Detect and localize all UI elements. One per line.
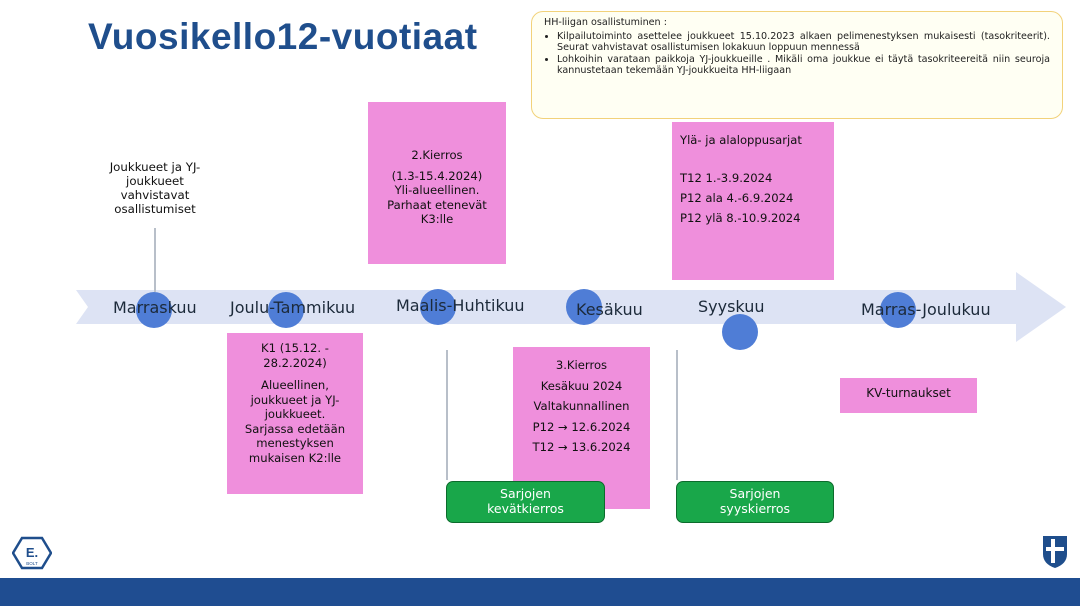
box-sarjojen-syyskierros [676,481,834,523]
box-line: Ylä- ja alaloppusarjat [680,133,802,147]
box-line: Parhaat etenevät [387,197,487,212]
box-line: P12 ala 4.-6.9.2024 [680,191,794,205]
note-line: vahvistavat [120,188,190,202]
box-spacer [680,148,826,166]
green-line: Sarjojen [500,486,551,501]
box-spacer [227,370,363,378]
hh-liiga-bullet: • Lohkoihin varataan paikkoja YJ-joukkueille . Mikäli oma joukkue ei täytä tasokriteereitä niin seuroja kannustetaan tekemään YJ-joukkueita HH-liigaan [557,54,1050,77]
month-label-marras-joulukuu: Marras-Joulukuu [861,300,991,319]
connector-line [676,350,678,480]
connector-line [154,228,156,292]
connector-line [446,350,448,480]
green-line: syyskierros [719,501,791,516]
box-line: joukkueet ja YJ- [250,392,340,407]
green-line: kevätkierros [487,501,564,516]
box-line: P12 → 12.6.2024 [532,419,631,434]
box-line: joukkueet. [264,407,326,421]
page-title: Vuosikello12-vuotiaat [88,16,478,57]
month-label-marraskuu: Marraskuu [113,298,197,317]
month-label-joulu-tammikuu: Joulu-Tammikuu [230,298,356,317]
box-line: Alueellinen, [261,378,329,392]
note-line: Joukkueet ja YJ- [109,160,201,174]
box-line: Sarjassa edetään [244,421,346,436]
hh-liiga-info-box [531,11,1063,119]
box-line: mukaisen K2:lle [248,450,342,465]
box-line: Valtakunnallinen [533,399,630,413]
box-line: (1.3-15.4.2024) [391,168,483,183]
green-line: Sarjojen [729,486,781,501]
box-line: menestyksen [256,436,334,450]
box-line: T12 → 13.6.2024 [532,440,631,454]
box-line: 2.Kierros [411,148,463,162]
box-loppusarjat [672,122,834,280]
box-line: K3:lle [420,212,454,226]
box-line: P12 ylä 8.-10.9.2024 [680,211,801,225]
box-sarjojen-kevatkierros [446,481,605,523]
box-line: Kesäkuu 2024 [540,378,623,393]
box-line: Yli-alueellinen. [394,183,480,197]
box-k1 [227,333,363,494]
box-line: K1 (15.12. - [261,341,329,355]
box-line: T12 1.-3.9.2024 [680,171,773,185]
logo-e-subtext: BOLT [26,561,38,566]
month-label-kesakuu: Kesäkuu [576,300,643,319]
logo-e-text: E. [25,545,39,560]
timeline-dot [722,314,758,350]
box-kierros-2 [368,102,506,264]
hh-liiga-heading: HH-liigan osallistuminen : [544,17,667,28]
finland-shield-icon [1041,534,1069,570]
note-osallistumiset [88,160,222,216]
logo-e-icon [12,536,52,570]
footer-bar [0,578,1080,606]
hh-liiga-bullets [544,31,1050,77]
month-label-maalis-huhtikuu: Maalis-Huhtikuu [396,296,525,315]
box-line: 28.2.2024) [263,355,327,370]
box-line: 3.Kierros [555,358,608,372]
hh-liiga-bullet: • Kilpailutoiminto asettelee joukkueet 15.10.2023 alkaen pelimenestyksen mukaisesti (tasokriteerit). Seurat vahvistavat osallistumisen lokakuun loppuun mennessä [557,31,1050,54]
note-line: osallistumiset [114,202,196,216]
box-kv-turnaukset: KV-turnaukset [840,378,977,413]
note-line: joukkueet [126,174,184,188]
month-label-syyskuu: Syyskuu [698,297,765,316]
